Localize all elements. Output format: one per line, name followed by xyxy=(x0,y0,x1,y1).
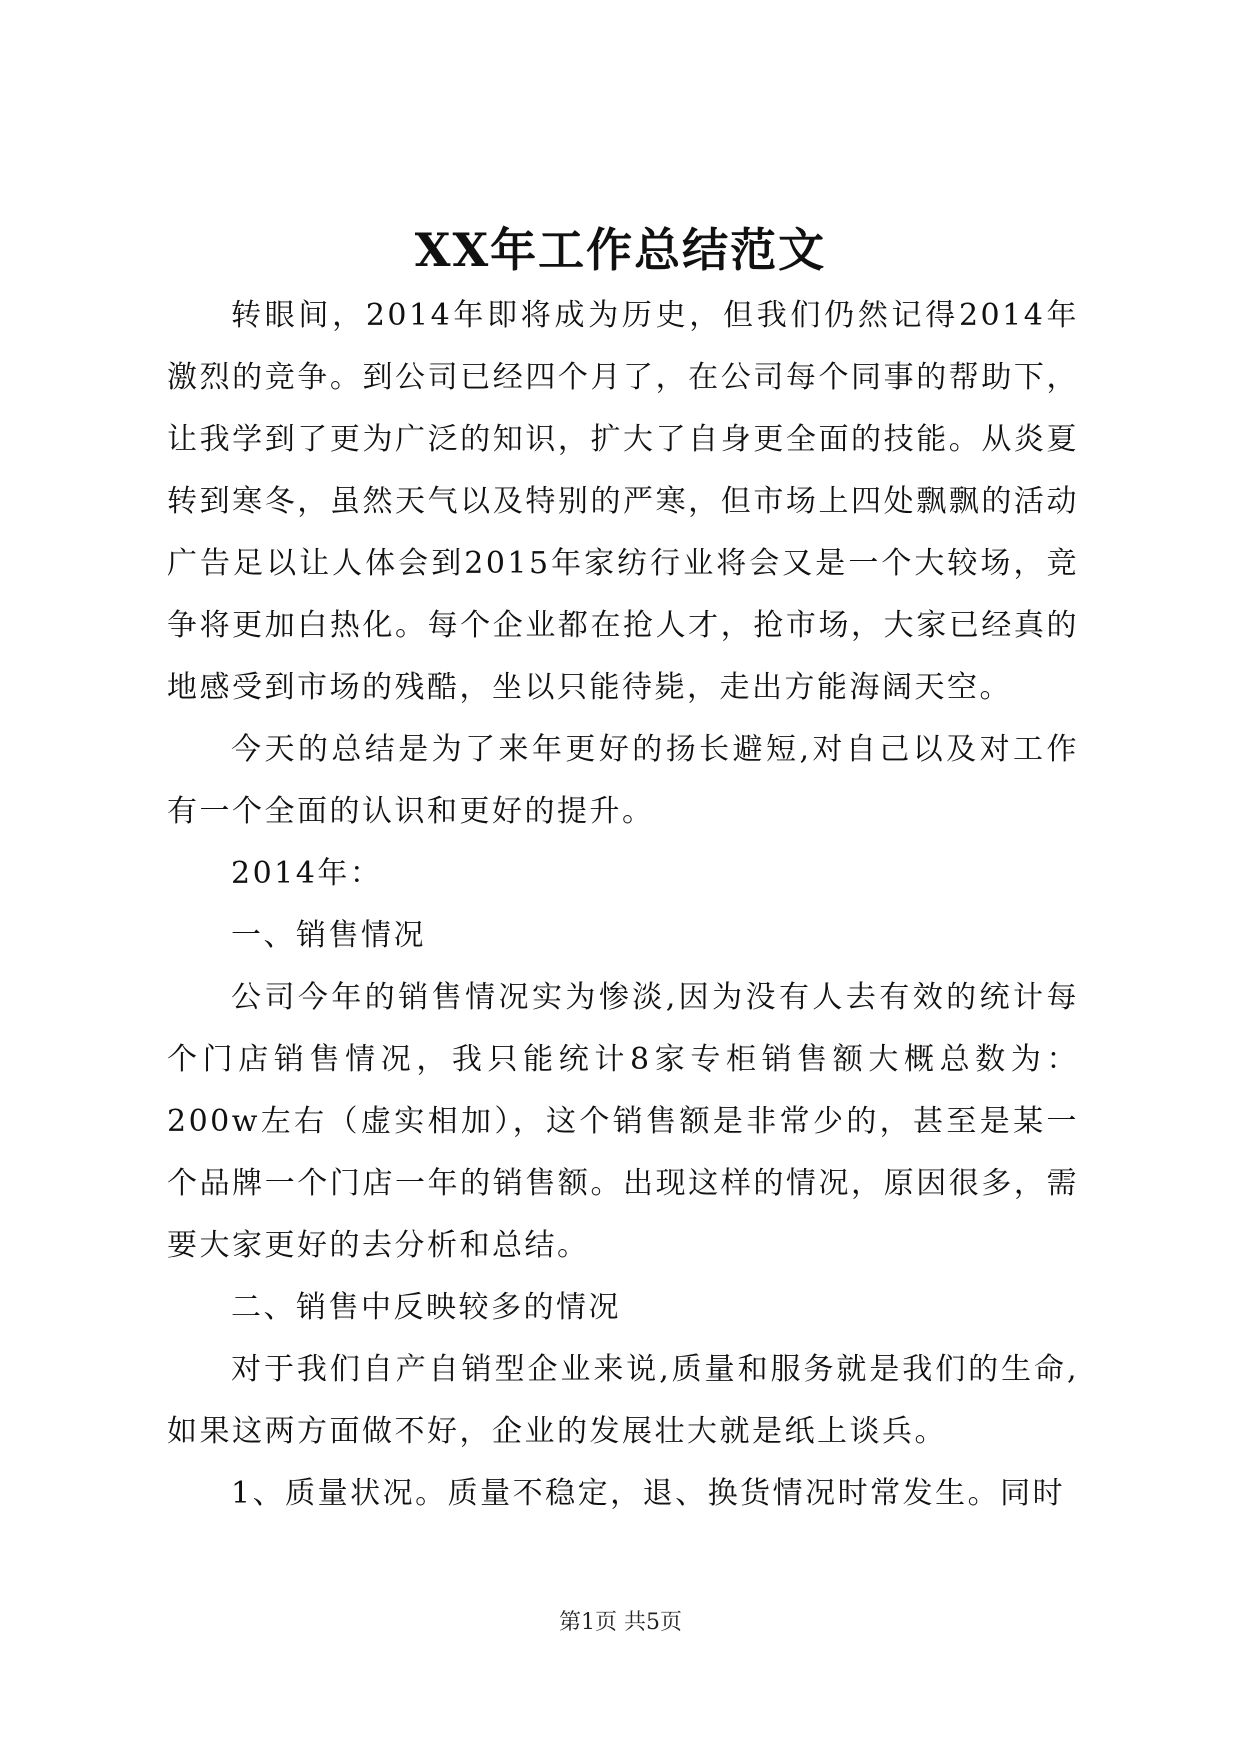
section-heading-sales: 一、销售情况 xyxy=(231,918,426,953)
paragraph-quality-status: 1、质量状况。质量不稳定，退、换货情况时常发生。同时 xyxy=(231,1476,1066,1511)
document-title: XX年工作总结范文 xyxy=(414,223,827,277)
page-footer xyxy=(0,1608,1241,1638)
paragraph-sales-status: 公司今年的销售情况实为惨淡,因为没有人去有效的统计每个门店销售情况，我只能统计8家专柜销售额大概总数为：200w左右（虚实相加），这个销售额是非常少的，甚至是某一个品牌一个门店一年的销售额。出现这样的情况，原因很多，需要大家更好的去分析和总结。 xyxy=(167,980,1079,1263)
page-number-label: 第1页 共5页 xyxy=(559,1610,682,1635)
document-body xyxy=(167,285,1079,1525)
paragraph-quality-service: 对于我们自产自销型企业来说,质量和服务就是我们的生命,如果这两方面做不好，企业的发展壮大就是纸上谈兵。 xyxy=(167,1352,1079,1449)
section-heading-feedback: 二、销售中反映较多的情况 xyxy=(231,1290,621,1325)
paragraph-summary-purpose: 今天的总结是为了来年更好的扬长避短,对自己以及对工作有一个全面的认识和更好的提升。 xyxy=(167,732,1079,829)
paragraph-intro: 转眼间，2014年即将成为历史，但我们仍然记得2014年激烈的竞争。到公司已经四个月了，在公司每个同事的帮助下，让我学到了更为广泛的知识，扩大了自身更全面的技能。从炎夏转到寒冬，虽然天气以及特别的严寒，但市场上四处飘飘的活动广告足以让人体会到2015年家纺行业将会又是一个大较场，竞争将更加白热化。每个企业都在抢人才，抢市场，大家已经真的地感受到市场的残酷，坐以只能待毙，走出方能海阔天空。 xyxy=(167,298,1079,705)
paragraph-year-heading: 2014年： xyxy=(231,856,383,891)
